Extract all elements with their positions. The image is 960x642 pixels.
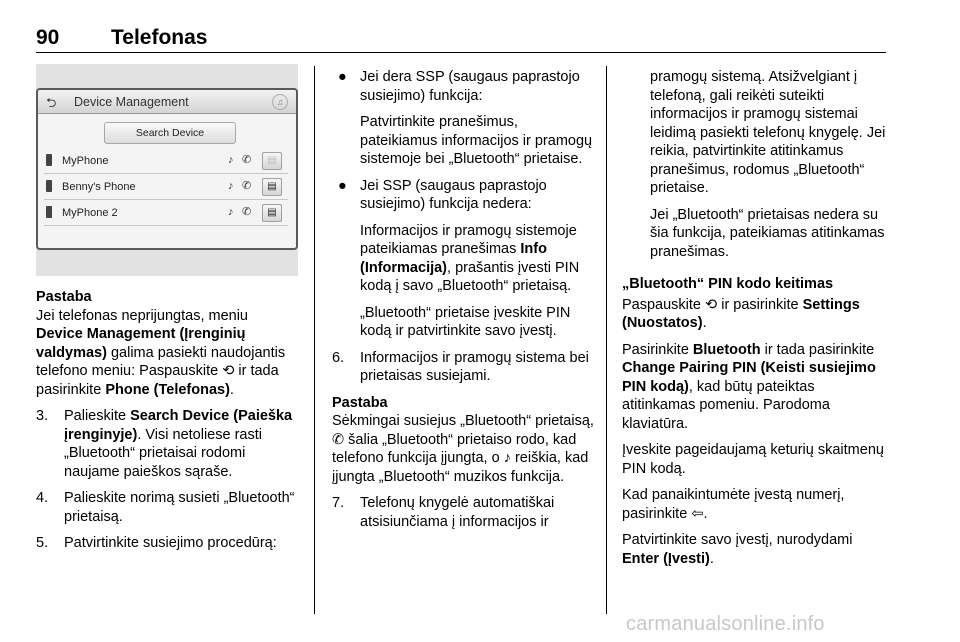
- header-divider: [36, 52, 886, 53]
- paragraph-2: Pasirinkite Bluetooth ir tada pasirinkite Change Pairing PIN (Keisti susiejimo PIN kodą), kad būtų pateiktas atitinkamas pomeniu. Parodoma klaviatūra.: [622, 341, 876, 432]
- page-header: [36, 26, 886, 52]
- trash-icon: ▤: [262, 178, 282, 196]
- step-7-continued: pramogų sistemą. Atsižvelgiant į telefoną, gali reikėti suteikti informacijos ir pramogų sistemai leidimą pasiekti telefonų knygelę. Jei reikia, patvirtinkite atitinkamus pranešimus, rodomus „Bluetooth“ prietaise.: [650, 69, 886, 196]
- trash-icon: ▤: [262, 204, 282, 222]
- column-2: [332, 68, 598, 539]
- paragraph-1: Paspauskite ⟲ ir pasirinkite Settings (Nuostatos).: [622, 296, 860, 331]
- column-divider-1: [314, 66, 315, 614]
- step-6: 6. Informacijos ir pramogų sistema bei prietaisas susiejami.: [332, 349, 589, 384]
- device-row: [44, 202, 288, 226]
- bullet-ssp-supported: ● Jei dera SSP (saugaus paprastojo susiejimo) funkcija:: [338, 69, 580, 104]
- page-number: 90: [36, 26, 60, 49]
- step-7: 7. Telefonų knygelė automatiškai atsisiunčiama į informacijos ir: [332, 495, 555, 530]
- audio-icon: ♪: [228, 206, 234, 218]
- page-title: Telefonas: [111, 26, 208, 49]
- search-device-button: Search Device: [104, 122, 236, 144]
- phone-icon: ✆: [242, 180, 252, 192]
- step-7-note: Jei „Bluetooth“ prietaisas nedera su šia funkcija, pateikiamas atitinkamas pranešimas.: [650, 206, 885, 260]
- phone-device-icon: [46, 180, 52, 192]
- bullet-ssp-unsupported-detail-2: „Bluetooth“ prietaise įveskite PIN kodą ir patvirtinkite savo įvestį.: [360, 304, 571, 339]
- device-name: Benny's Phone: [62, 181, 136, 193]
- home-icon: ⟲: [705, 296, 718, 313]
- screen-frame: [36, 88, 298, 250]
- column-3: [622, 68, 890, 576]
- phone-icon: ✆: [242, 206, 252, 218]
- bullet-ssp-unsupported-detail: Informacijos ir pramogų sistemoje pateikiamas pranešimas Info (Informacija), prašantis įvesti PIN kodą į savo „Bluetooth“ prietaisą.: [360, 222, 580, 294]
- screen-title: Device Management: [74, 95, 189, 109]
- music-note-icon: ♫: [272, 94, 288, 110]
- screen-title-bar: [38, 90, 296, 114]
- phone-icon: ✆: [332, 431, 345, 448]
- column-1: [36, 288, 302, 561]
- back-arrow-icon: ⮌: [46, 95, 57, 110]
- watermark: carmanualsonline.info: [626, 613, 825, 635]
- backspace-icon: ⇦: [691, 505, 704, 522]
- music-icon: ♪: [503, 450, 511, 466]
- phone-icon: ✆: [242, 154, 252, 166]
- note-heading: Pastaba: [332, 394, 388, 411]
- home-icon: ⟲: [222, 363, 235, 379]
- step-3: 3. Palieskite Search Device (Paieška įrenginyje). Visi netoliese rasti „Bluetooth“ prietaisai rodomi naujame paieškos sąraše.: [36, 408, 293, 480]
- audio-icon: ♪: [228, 154, 234, 166]
- paragraph-3: Įveskite pageidaujamą keturių skaitmenų PIN kodą.: [622, 442, 884, 477]
- device-management-screen: [36, 88, 298, 248]
- note-2: Pastaba Sėkmingai susiejus „Bluetooth“ prietaisą, ✆ šalia „Bluetooth“ prietaiso rodo, kad telefono funkcija įjungta, o ♪ reiškia, kad įjungta „Bluetooth“ muzikos funkcija.: [332, 394, 594, 485]
- section-heading: „Bluetooth“ PIN kodo keitimas: [622, 276, 834, 292]
- paragraph-5: Patvirtinkite savo įvestį, nurodydami Enter (Įvesti).: [622, 532, 853, 567]
- device-row: [44, 150, 288, 174]
- step-5: 5. Patvirtinkite susiejimo procedūrą:: [36, 535, 277, 551]
- trash-icon: ▤: [262, 152, 282, 170]
- device-name: MyPhone: [62, 155, 109, 167]
- device-name: MyPhone 2: [62, 207, 118, 219]
- column-divider-2: [606, 66, 607, 614]
- note-heading: Pastaba: [36, 289, 92, 305]
- note-1: Pastaba Jei telefonas neprijungtas, meniu Device Management (Įrenginių valdymas) galima pasiekti naudojantis telefono meniu: Paspauskite ⟲ ir tada pasirinkite Phone (Telefonas).: [36, 289, 286, 398]
- paragraph-4: Kad panaikintumėte įvestą numerį, pasirinkite ⇦.: [622, 487, 845, 522]
- phone-device-icon: [46, 206, 52, 218]
- phone-device-icon: [46, 154, 52, 166]
- audio-icon: ♪: [228, 180, 234, 192]
- bullet-ssp-unsupported: ● Jei SSP (saugaus paprastojo susiejimo) funkcija nedera:: [338, 177, 547, 212]
- bullet-ssp-supported-detail: Patvirtinkite pranešimus, pateikiamus informacijos ir pramogų sistemoje bei „Bluetooth“ prietaise.: [360, 114, 593, 167]
- step-4: 4. Palieskite norimą susieti „Bluetooth“ prietaisą.: [36, 490, 295, 525]
- device-row: [44, 176, 288, 200]
